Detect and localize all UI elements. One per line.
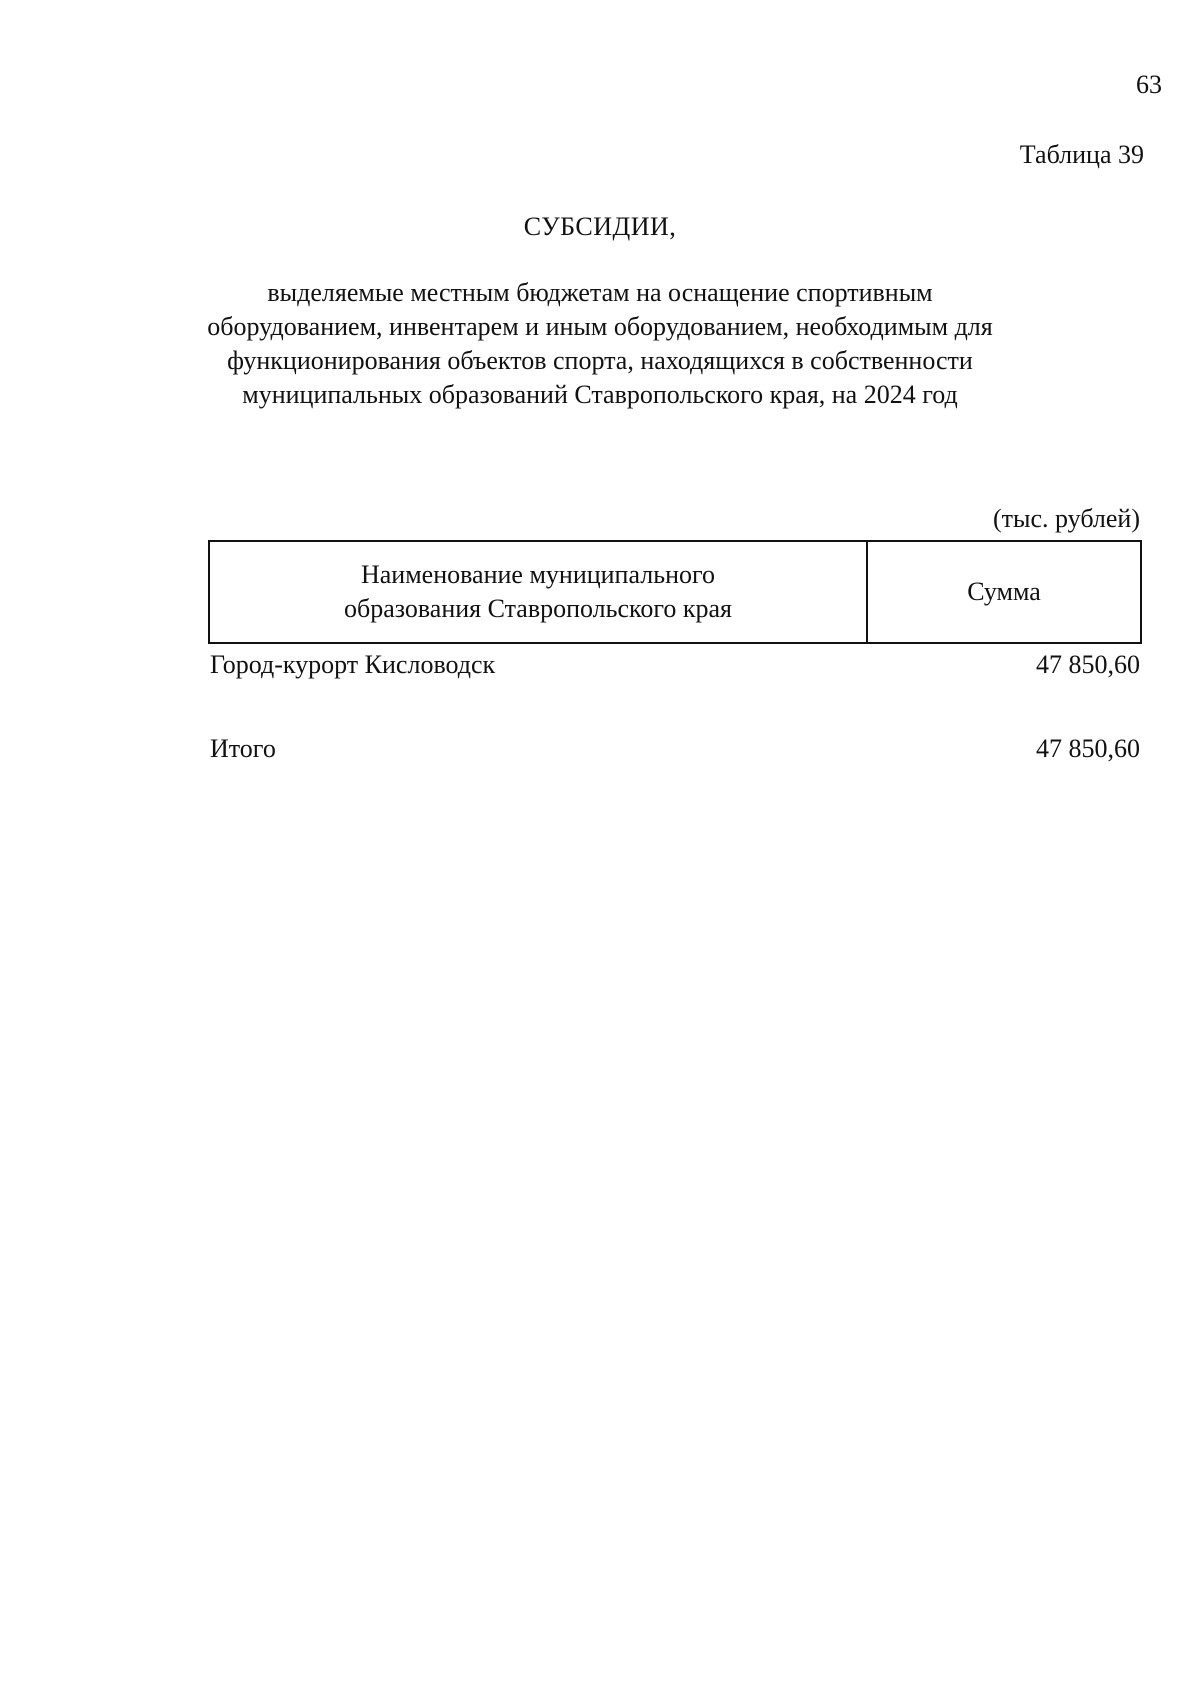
- total-sum: 47 850,60: [1036, 734, 1140, 763]
- total-row: [210, 734, 1140, 764]
- table-row: [210, 650, 1140, 680]
- header-name-line: образования Ставропольского края: [343, 594, 733, 623]
- total-label: Итого: [210, 734, 276, 763]
- row-sum: 47 850,60: [1036, 650, 1140, 679]
- header-name-cell: [210, 542, 868, 642]
- subtitle-line: выделяемые местным бюджетам на оснащение спортивным: [267, 278, 933, 307]
- table-header: [208, 540, 1142, 644]
- subtitle-line: оборудованием, инвентарем и иным оборудованием, необходимым для: [207, 312, 993, 341]
- header-sum-cell: Сумма: [967, 577, 1041, 606]
- subtitle-line: муниципальных образований Ставропольского края, на 2024 год: [242, 380, 958, 409]
- document-title: СУБСИДИИ,: [523, 212, 677, 241]
- table-number: Таблица 39: [1019, 140, 1144, 169]
- document-subtitle: [180, 276, 1020, 412]
- page-number: 63: [1136, 70, 1162, 99]
- row-name: Город-курорт Кисловодск: [210, 650, 496, 679]
- units-label: (тыс. рублей): [992, 504, 1140, 533]
- subtitle-line: функционирования объектов спорта, находящихся в собственности: [227, 346, 973, 375]
- header-name-line: Наименование муниципального: [360, 560, 716, 589]
